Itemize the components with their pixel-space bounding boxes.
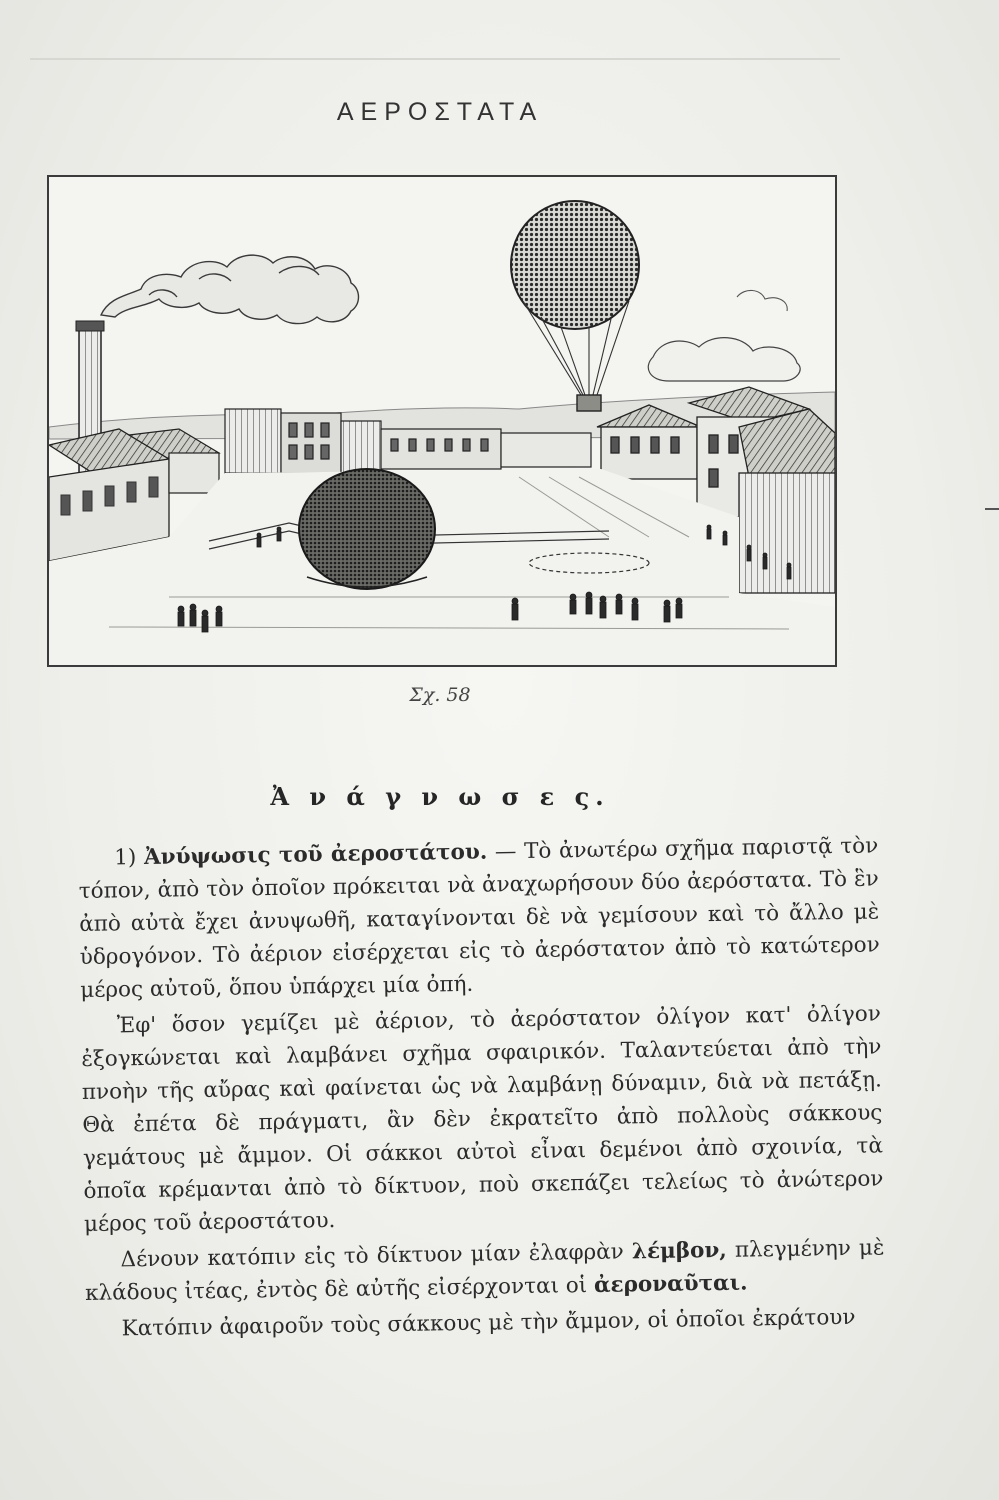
paragraph-4: Κατόπιν ἀφαιροῦν τοὺς σάκκους μὲ τὴν ἄμμον, οἱ ὁποῖοι ἐκράτουν bbox=[121, 1304, 856, 1342]
paragraph-number: 1) bbox=[114, 845, 137, 871]
balloon-illustration bbox=[47, 175, 837, 667]
section-heading: Ἀ ν ά γ ν ω σ ε ς. bbox=[270, 782, 610, 811]
paragraph-text: πλεγμένην μὲ κλάδους ἰτέας, ἐντὸς δὲ αὐτῆς εἰσέρχονται οἱ bbox=[84, 1235, 885, 1306]
margin-mark bbox=[985, 508, 999, 510]
page-title: ΑΕΡΟΣΤΑΤΑ bbox=[336, 98, 544, 126]
body-text bbox=[78, 829, 886, 1349]
paragraph-text: — Τὸ ἀνωτέρω σχῆμα παριστᾷ τὸν τόπον, ἀπὸ τὸν ὁποῖον πρόκειται νὰ ἀναχωρήσουν δύο ἀερόστατα. Τὸ ἓν ἀπὸ αὐτὰ ἔχει ἀνυψωθῆ, καταγίνονται δὲ νὰ γεμίσουν καὶ τὸ ἄλλο μὲ ὑδρογόνον. Τὸ ἀέριον εἰσέρχεται εἰς τὸ ἀερόστατον ἀπὸ τὸ κατώτερον μέρος αὐτοῦ, ὅπου ὑπάρχει μία ὀπή. bbox=[78, 833, 880, 1003]
header-rule bbox=[30, 58, 840, 60]
paragraph-text: Δένουν κατόπιν εἰς τὸ δίκτυον μίαν ἐλαφρὰν bbox=[120, 1239, 624, 1273]
paragraph-title: Ἀνύψωσις τοῦ ἀεροστάτου. bbox=[143, 839, 488, 870]
paragraph-2: Ἐφ' ὅσον γεμίζει μὲ ἀέριον, τὸ ἀερόστατον ὀλίγον κατ' ὀλίγον ἐξογκώνεται καὶ λαμβάνει σχῆμα σφαιρικόν. Ταλαντεύεται ἀπὸ τὴν πνοὴν τῆς αὔρας καὶ φαίνεται ὡς νὰ λαμβάνῃ δύναμιν, διὰ νὰ πετάξῃ. Θὰ ἐπέτα δὲ πράγματι, ἂν δὲν ἐκρατεῖτο ἀπὸ πολλοὺς σάκκους γεμάτους μὲ ἄμμον. Οἱ σάκκοι αὐτοὶ εἶναι δεμένοι ἀπὸ σχοινία, τὰ ὁποῖα κρέμανται ἀπὸ τὸ δίκτυον, ποὺ σκεπάζει τελείως τὸ ἀνώτερον μέρος τοῦ ἀεροστάτου. bbox=[81, 1001, 884, 1237]
figure-caption: Σχ. 58 bbox=[409, 684, 471, 706]
grounded-balloon bbox=[299, 469, 435, 589]
paragraph-3 bbox=[84, 1231, 885, 1310]
bold-term-aeronautai: ἀεροναῦται. bbox=[593, 1270, 748, 1298]
paragraph-1 bbox=[78, 829, 880, 1007]
bold-term-lemvon: λέμβον, bbox=[631, 1237, 728, 1265]
